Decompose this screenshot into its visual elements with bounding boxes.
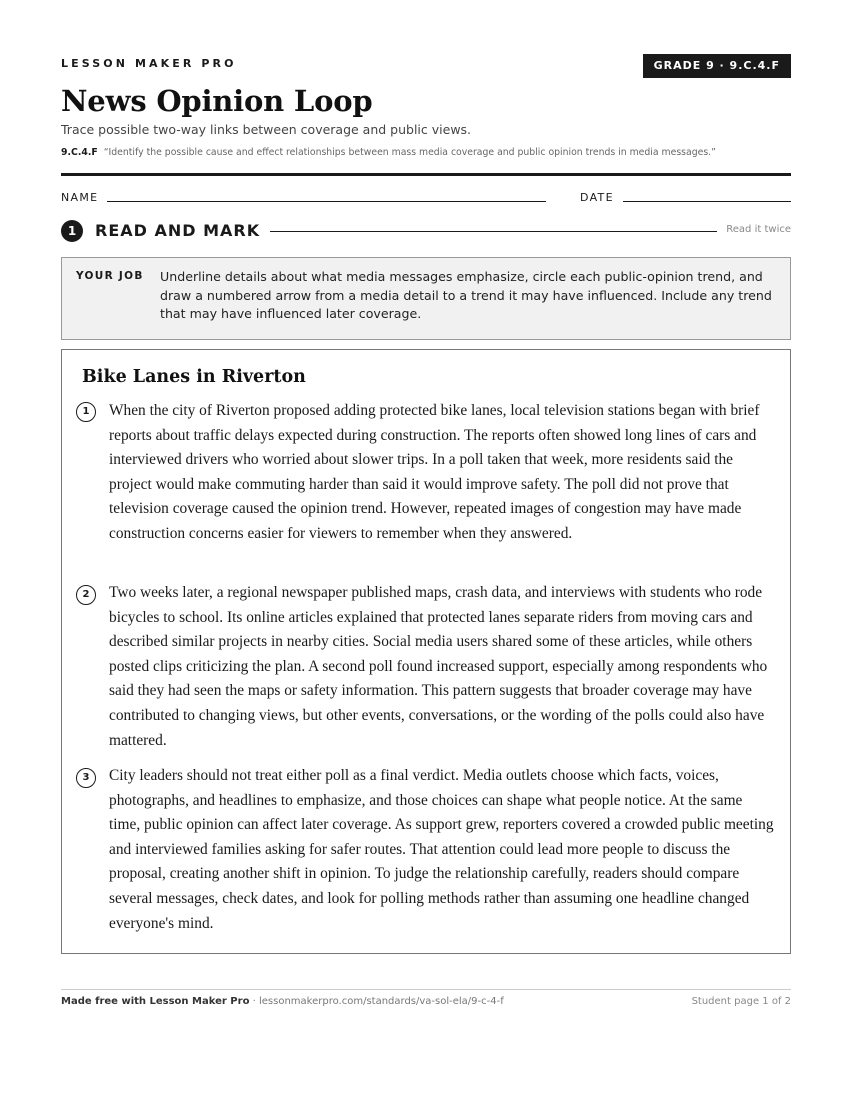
worksheet-subtitle: Trace possible two-way links between coverage and public views. bbox=[61, 122, 472, 137]
your-job-box bbox=[61, 257, 791, 340]
footer-separator: · bbox=[249, 996, 259, 1007]
footer-page-info: Student page 1 of 2 bbox=[691, 996, 791, 1007]
paragraph-2: Two weeks later, a regional newspaper published maps, crash data, and interviews with students who rode bicycles to school. Its online articles explained that protected lanes separate riders from moving cars and described similar projects in nearby cities. Social media users shared some of these articles, while others posted clips criticizing the plan. A second poll found increased support, especially among respondents who said they had seen the maps or safety information. This pattern suggests that broader coverage may have contributed to changing views, but other events, conversations, or the wording of the polls could also have mattered. bbox=[109, 584, 768, 749]
brand-name: LESSON MAKER PRO bbox=[61, 57, 237, 70]
footer-divider bbox=[61, 989, 791, 990]
section-divider bbox=[270, 231, 717, 232]
grade-badge: GRADE 9 · 9.C.4.F bbox=[643, 54, 791, 78]
paragraph-number-1: 1 bbox=[76, 402, 96, 422]
worksheet-title: News Opinion Loop bbox=[61, 84, 373, 118]
standard-line bbox=[61, 147, 791, 158]
footer-url-link[interactable]: lessonmakerpro.com/standards/va-sol-ela/9-c-4-f bbox=[258, 996, 504, 1007]
passage-title: Bike Lanes in Riverton bbox=[82, 367, 306, 387]
your-job-instructions: Underline details about what media messages emphasize, circle each public-opinion trend, and draw a numbered arrow from a media detail to a trend it may have influenced. Include any trend that may have influenced later coverage. bbox=[160, 269, 772, 321]
footer-made-with: Made free with Lesson Maker Pro bbox=[61, 996, 250, 1007]
date-field-line[interactable] bbox=[623, 201, 791, 202]
paragraph-3: City leaders should not treat either poll as a final verdict. Media outlets choose which facts, voices, photographs, and headlines to emphasize, and those choices can shape what people notice. At the same time, public opinion can affect later coverage. As support grew, reporters covered a crowded public meeting and interviewed families asking for safer routes. That attention could lead more people to discuss the proposal, creating another shift in opinion. To judge the relationship carefully, readers should compare several messages, check dates, and look for polling methods rather than assuming one headline changed everyone's mind. bbox=[109, 767, 774, 932]
date-label: DATE bbox=[580, 191, 614, 204]
name-field-line[interactable] bbox=[107, 201, 546, 202]
header-divider bbox=[61, 173, 791, 176]
section-title: READ AND MARK bbox=[95, 221, 261, 240]
standard-text: “Identify the possible cause and effect relationships between mass media coverage and public opinion trends in media messages.” bbox=[103, 147, 716, 158]
paragraph-number-3: 3 bbox=[76, 768, 96, 788]
footer-credit bbox=[61, 996, 504, 1007]
section-hint: Read it twice bbox=[726, 224, 791, 235]
section-number-badge: 1 bbox=[61, 220, 83, 242]
paragraph-1: When the city of Riverton proposed adding protected bike lanes, local television stations began with brief reports about traffic delays expected during construction. The reports often showed long lines of cars and interviewed drivers who worried about slower trips. In a poll taken that week, more residents said the project would make commuting harder than said it would improve safety. The poll did not prove that television coverage caused the opinion trend. However, repeated images of congestion may have made construction concerns easier for viewers to remember when they answered. bbox=[109, 402, 760, 542]
standard-code: 9.C.4.F bbox=[61, 147, 98, 158]
paragraph-number-2: 2 bbox=[76, 585, 96, 605]
name-label: NAME bbox=[61, 191, 99, 204]
reading-passage bbox=[61, 349, 791, 954]
your-job-label: YOUR JOB bbox=[76, 270, 144, 282]
